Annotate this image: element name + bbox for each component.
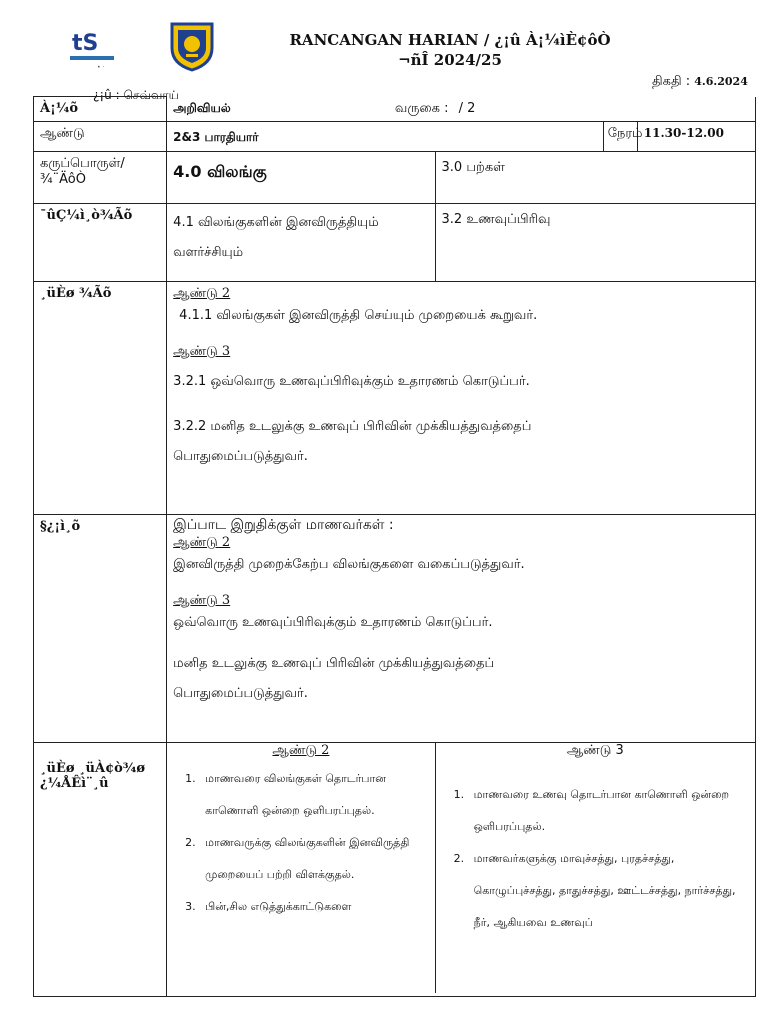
- activity-year2-list: [171, 763, 431, 923]
- ministry-logo: [66, 22, 118, 66]
- page-title: [260, 30, 640, 70]
- title-line-1: RANCANGAN HARIAN / ¿¡û À¡¼ìÈ¢ôÒ: [289, 31, 611, 49]
- activity-label: ¸üÈø ¸üÀ¢ò¾ø ¿¼ÅÊì¨¸û: [34, 743, 167, 997]
- activity-year3-list: [440, 779, 751, 939]
- standard-value-2: 3.2 உணவுப்பிரிவு: [435, 204, 755, 282]
- target-year3-item-1: ஒவ்வொரு உணவுப்பிரிவுக்கும் உதாரணம் கொடுப்பர்.: [173, 615, 493, 630]
- activity-row: [34, 743, 756, 997]
- target-row: [34, 515, 756, 743]
- attendance-label: வருகை :: [394, 100, 449, 116]
- activity-year3-item: 1. மாணவரை உணவு தொடர்பான காணொளி ஒன்றை ஒளிபரப்புதல்.: [468, 779, 751, 843]
- school-crest-logo: [166, 20, 218, 72]
- theme-value-2: 3.0 பற்கள்: [435, 152, 755, 204]
- svg-text:tS: tS: [72, 31, 99, 56]
- activity-year2-item: 1. மாணவரை விலங்குகள் தொடர்பான காணொளி ஒன்றை ஒளிபரப்புதல்.: [199, 763, 431, 827]
- target-intro: இப்பாட இறுதிக்குள் மாணவர்கள் :: [173, 517, 394, 533]
- objective-row: [34, 282, 756, 515]
- time-value: 11.30-12.00: [637, 122, 755, 152]
- date-label: திகதி :: [652, 74, 695, 89]
- activity-year3-column: [435, 743, 755, 993]
- year-value: 2&3 பாரதியார்: [173, 130, 259, 144]
- activity-year3-heading: ஆண்டு 3: [566, 743, 624, 758]
- activity-year2-heading: ஆண்டு 2: [272, 743, 330, 758]
- subject-value: அறிவியல்: [173, 100, 231, 115]
- objective-year3-heading: ஆண்டு 3: [173, 344, 231, 359]
- target-year2-item: இனவிருத்தி முறைக்கேற்ப விலங்குகளை வகைப்படுத்துவர்.: [173, 557, 525, 572]
- activity-year3-item: 2. மாணவர்களுக்கு மாவுச்சத்து, புரதச்சத்து, கொழுப்புச்சத்து, தாதுச்சத்து, ஊட்டச்சத்து, நார்ச்சத்து, நீர், ஆகியவை உணவுப்: [468, 843, 751, 939]
- target-label: §¿¡ì¸õ: [34, 515, 167, 743]
- year-row: [34, 122, 756, 152]
- lesson-plan-table: [33, 96, 756, 997]
- subject-label: À¡¼õ: [34, 97, 167, 122]
- activity-year2-item: 3. பின்,சில எடுத்துக்காட்டுகளை: [199, 891, 431, 923]
- objective-year2-heading: ஆண்டு 2: [173, 286, 231, 301]
- target-year2-heading: ஆண்டு 2: [173, 535, 231, 550]
- subject-row: [34, 97, 756, 122]
- title-line-2: ¬ñÎ 2024/25: [398, 51, 502, 69]
- small-text: • ·: [97, 64, 105, 71]
- theme-label: கருப்பொருள்/ ¾¨ÄôÒ: [34, 152, 167, 204]
- theme-row: [34, 152, 756, 204]
- standard-label: ¯ûÇ¼ì¸ò¾Ãõ: [34, 204, 167, 282]
- standard-row: [34, 204, 756, 282]
- date-field: [652, 74, 748, 90]
- objective-year2-item: 4.1.1 விலங்குகள் இனவிருத்தி செய்யும் முறையைக் கூறுவர்.: [179, 308, 538, 323]
- objective-label: ¸üÈø ¾Ãõ: [34, 282, 167, 515]
- activity-year2-column: [167, 743, 435, 993]
- day-field: ¿¡û : செவ்வாய்: [93, 88, 179, 102]
- attendance-value: / 2: [458, 100, 476, 116]
- activity-year2-item: 2. மாணவருக்கு விலங்குகளின் இனவிருத்தி முறையைப் பற்றி விளக்குதல்.: [199, 827, 431, 891]
- target-year3-item-2: மனித உடலுக்கு உணவுப் பிரிவின் முக்கியத்துவத்தைப் பொதுமைப்படுத்துவர்.: [173, 656, 495, 701]
- standard-value: 4.1 விலங்குகளின் இனவிருத்தியும் வளர்ச்சியும்: [167, 204, 435, 282]
- objective-year3-item-1: 3.2.1 ஒவ்வொரு உணவுப்பிரிவுக்கும் உதாரணம் கொடுப்பர்.: [173, 374, 530, 389]
- target-year3-heading: ஆண்டு 3: [173, 593, 231, 608]
- objective-year3-item-2: 3.2.2 மனித உடலுக்கு உணவுப் பிரிவின் முக்கியத்துவத்தைப் பொதுமைப்படுத்துவர்.: [173, 419, 532, 464]
- time-label: நேரம்: [607, 126, 643, 141]
- date-value: 4.6.2024: [694, 75, 748, 88]
- theme-value: 4.0 விலங்கு: [173, 162, 267, 181]
- year-label: ஆண்டு: [34, 122, 167, 152]
